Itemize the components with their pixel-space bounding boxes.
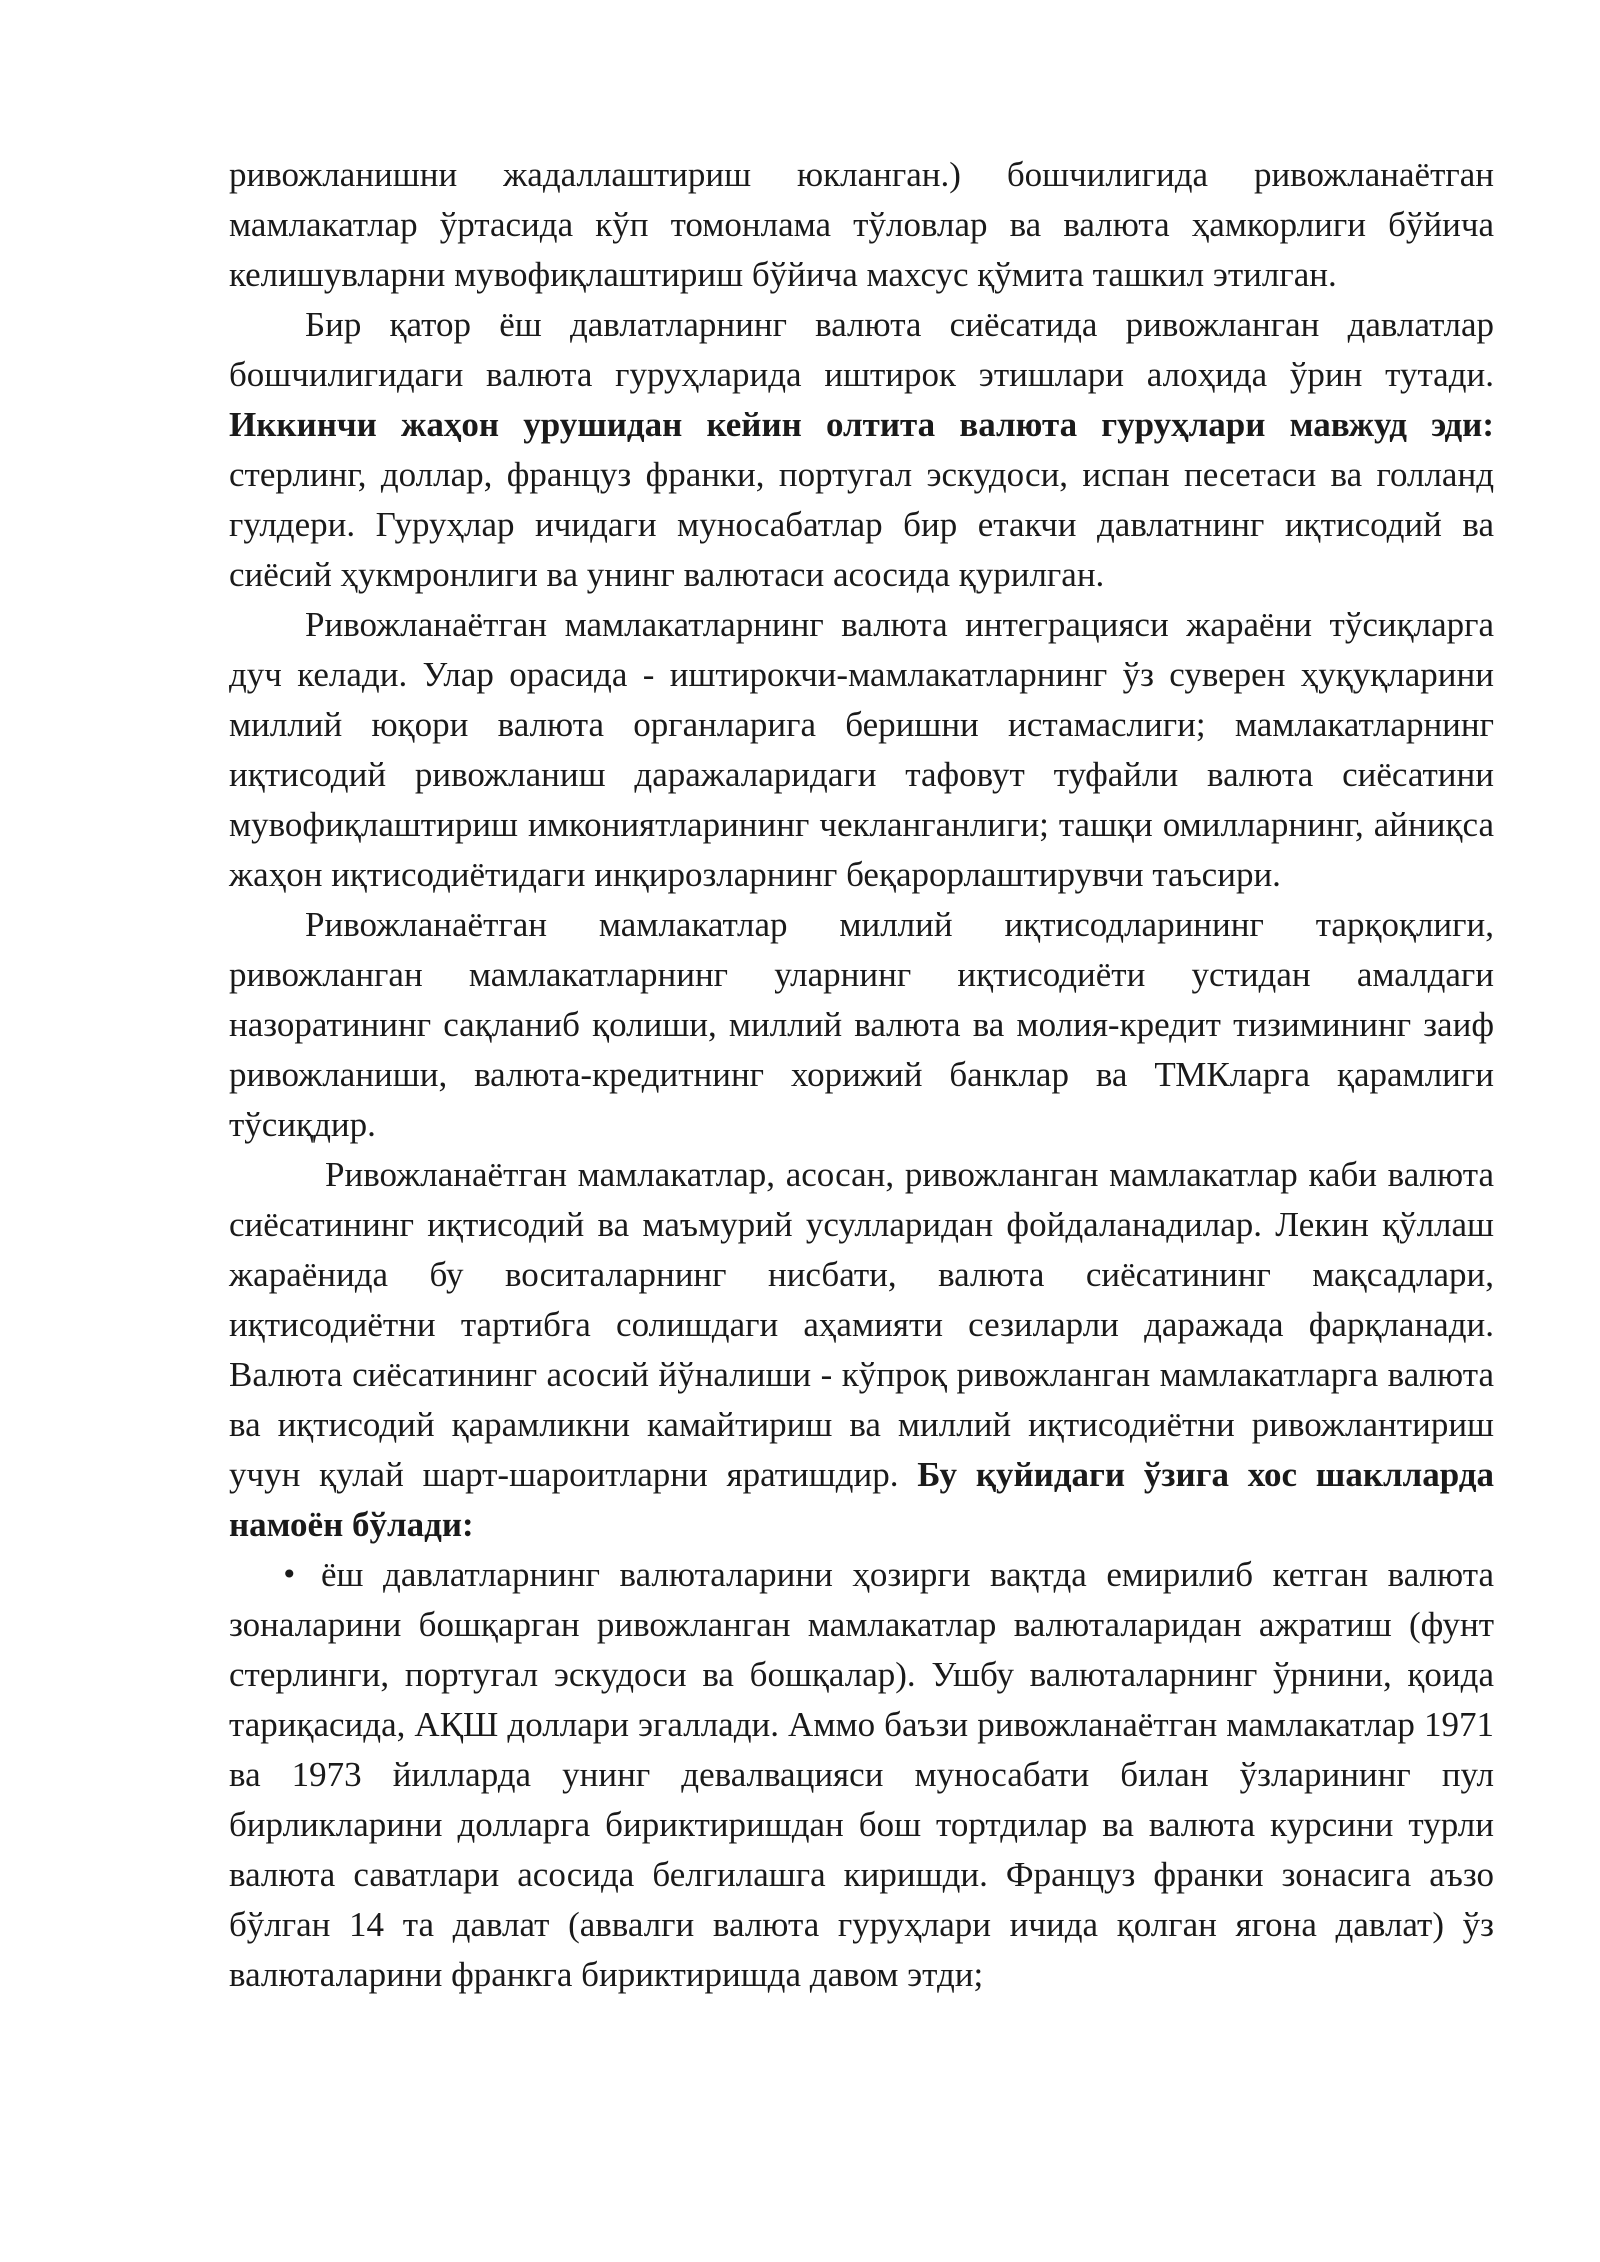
- document-page: [229, 150, 1494, 2000]
- bullet-item-1: [229, 1550, 1494, 2000]
- paragraph-3-text: Ривожланаётган мамлакатларнинг валюта интеграцияси жараёни тўсиқларга дуч келади. Улар орасида - иштирокчи-мамлакатларнинг ўз суверен ҳуқуқларини миллий юқори валюта органларига беришни истамаслиги; мамлакатларнинг иқтисодий ривожланиш даражаларидаги тафовут туфайли валюта сиёсатини мувофиқлаштириш имкониятларининг чекланганлиги; ташқи омилларнинг, айниқса жаҳон иқтисодиётидаги инқирозларнинг беқарорлаштирувчи таъсири.: [229, 605, 1494, 894]
- paragraph-5-bold-heading: Бу қуйидаги ўзига хос шаклларда намоён бўлади:: [229, 1455, 1494, 1544]
- bullet-item-1-text: ёш давлатларнинг валюталарини ҳозирги вақтда емирилиб кетган валюта зоналарини бошқарган ривожланган мамлакатлар валюталаридан ажратиш (фунт стерлинги, португал эскудоси ва бошқалар). Ушбу валюталарнинг ўрнини, қоида тариқасида, АҚШ доллари эгаллади. Аммо баъзи ривожланаётган мамлакатлар 1971 ва 1973 йилларда унинг девалвацияси муносабати билан ўзларининг пул бирликларини долларга бириктиришдан бош тортдилар ва валюта курсини турли валюта саватлари асосида белгилашга киришди. Француз франки зонасига аъзо бўлган 14 та давлат (аввалги валюта гуруҳлари ичида қолган ягона давлат) ўз валюталарини франкга бириктиришда давом этди;: [229, 1555, 1494, 1994]
- paragraph-2-text: Бир қатор ёш давлатларнинг валюта сиёсатида ривожланган давлатлар бошчилигидаги валюта гуруҳларида иштирок этишлари алоҳида ўрин тутади.: [229, 305, 1494, 394]
- paragraph-2: [229, 300, 1494, 600]
- bullet-icon: •: [281, 1558, 298, 1591]
- paragraph-5-text: Ривожланаётган мамлакатлар, асосан, ривожланган мамлакатлар каби валюта сиёсатининг иқтисодий ва маъмурий усулларидан фойдаланадилар. Лекин қўллаш жараёнида бу воситаларнинг нисбати, валюта сиёсатининг мақсадлари, иқтисодиётни тартибга солишдаги аҳамияти сезиларли даражада фарқланади. Валюта сиёсатининг асосий йўналиши - кўпроқ ривожланган мамлакатларга валюта ва иқтисодий қарамликни камайтириш ва миллий иқтисодиётни ривожлантириш учун қулай шарт-шароитларни яратишдир.: [229, 1155, 1494, 1494]
- paragraph-2-tail: стерлинг, доллар, француз франки, португал эскудоси, испан песетаси ва голланд гулдери. Гуруҳлар ичидаги муносабатлар бир етакчи давлатнинг иқтисодий ва сиёсий ҳукмронлиги ва унинг валютаси асосида қурилган.: [229, 455, 1494, 594]
- paragraph-1: [229, 150, 1494, 300]
- paragraph-2-bold-heading: Иккинчи жаҳон урушидан кейин олтита валюта гуруҳлари мавжуд эди:: [229, 405, 1494, 444]
- paragraph-4: [229, 900, 1494, 1150]
- paragraph-5: [229, 1150, 1494, 1550]
- paragraph-4-text: Ривожланаётган мамлакатлар миллий иқтисодларининг тарқоқлиги, ривожланган мамлакатларнинг уларнинг иқтисодиёти устидан амалдаги назоратининг сақланиб қолиши, миллий валюта ва молия-кредит тизимининг заиф ривожланиши, валюта-кредитнинг хорижий банклар ва ТМКларга қарамлиги тўсиқдир.: [229, 905, 1494, 1144]
- paragraph-1-text: ривожланишни жадаллаштириш юкланган.) бошчилигида ривожланаётган мамлакатлар ўртасида кўп томонлама тўловлар ва валюта ҳамкорлиги бўйича келишувларни мувофиқлаштириш бўйича махсус қўмита ташкил этилган.: [229, 155, 1494, 294]
- paragraph-3: [229, 600, 1494, 900]
